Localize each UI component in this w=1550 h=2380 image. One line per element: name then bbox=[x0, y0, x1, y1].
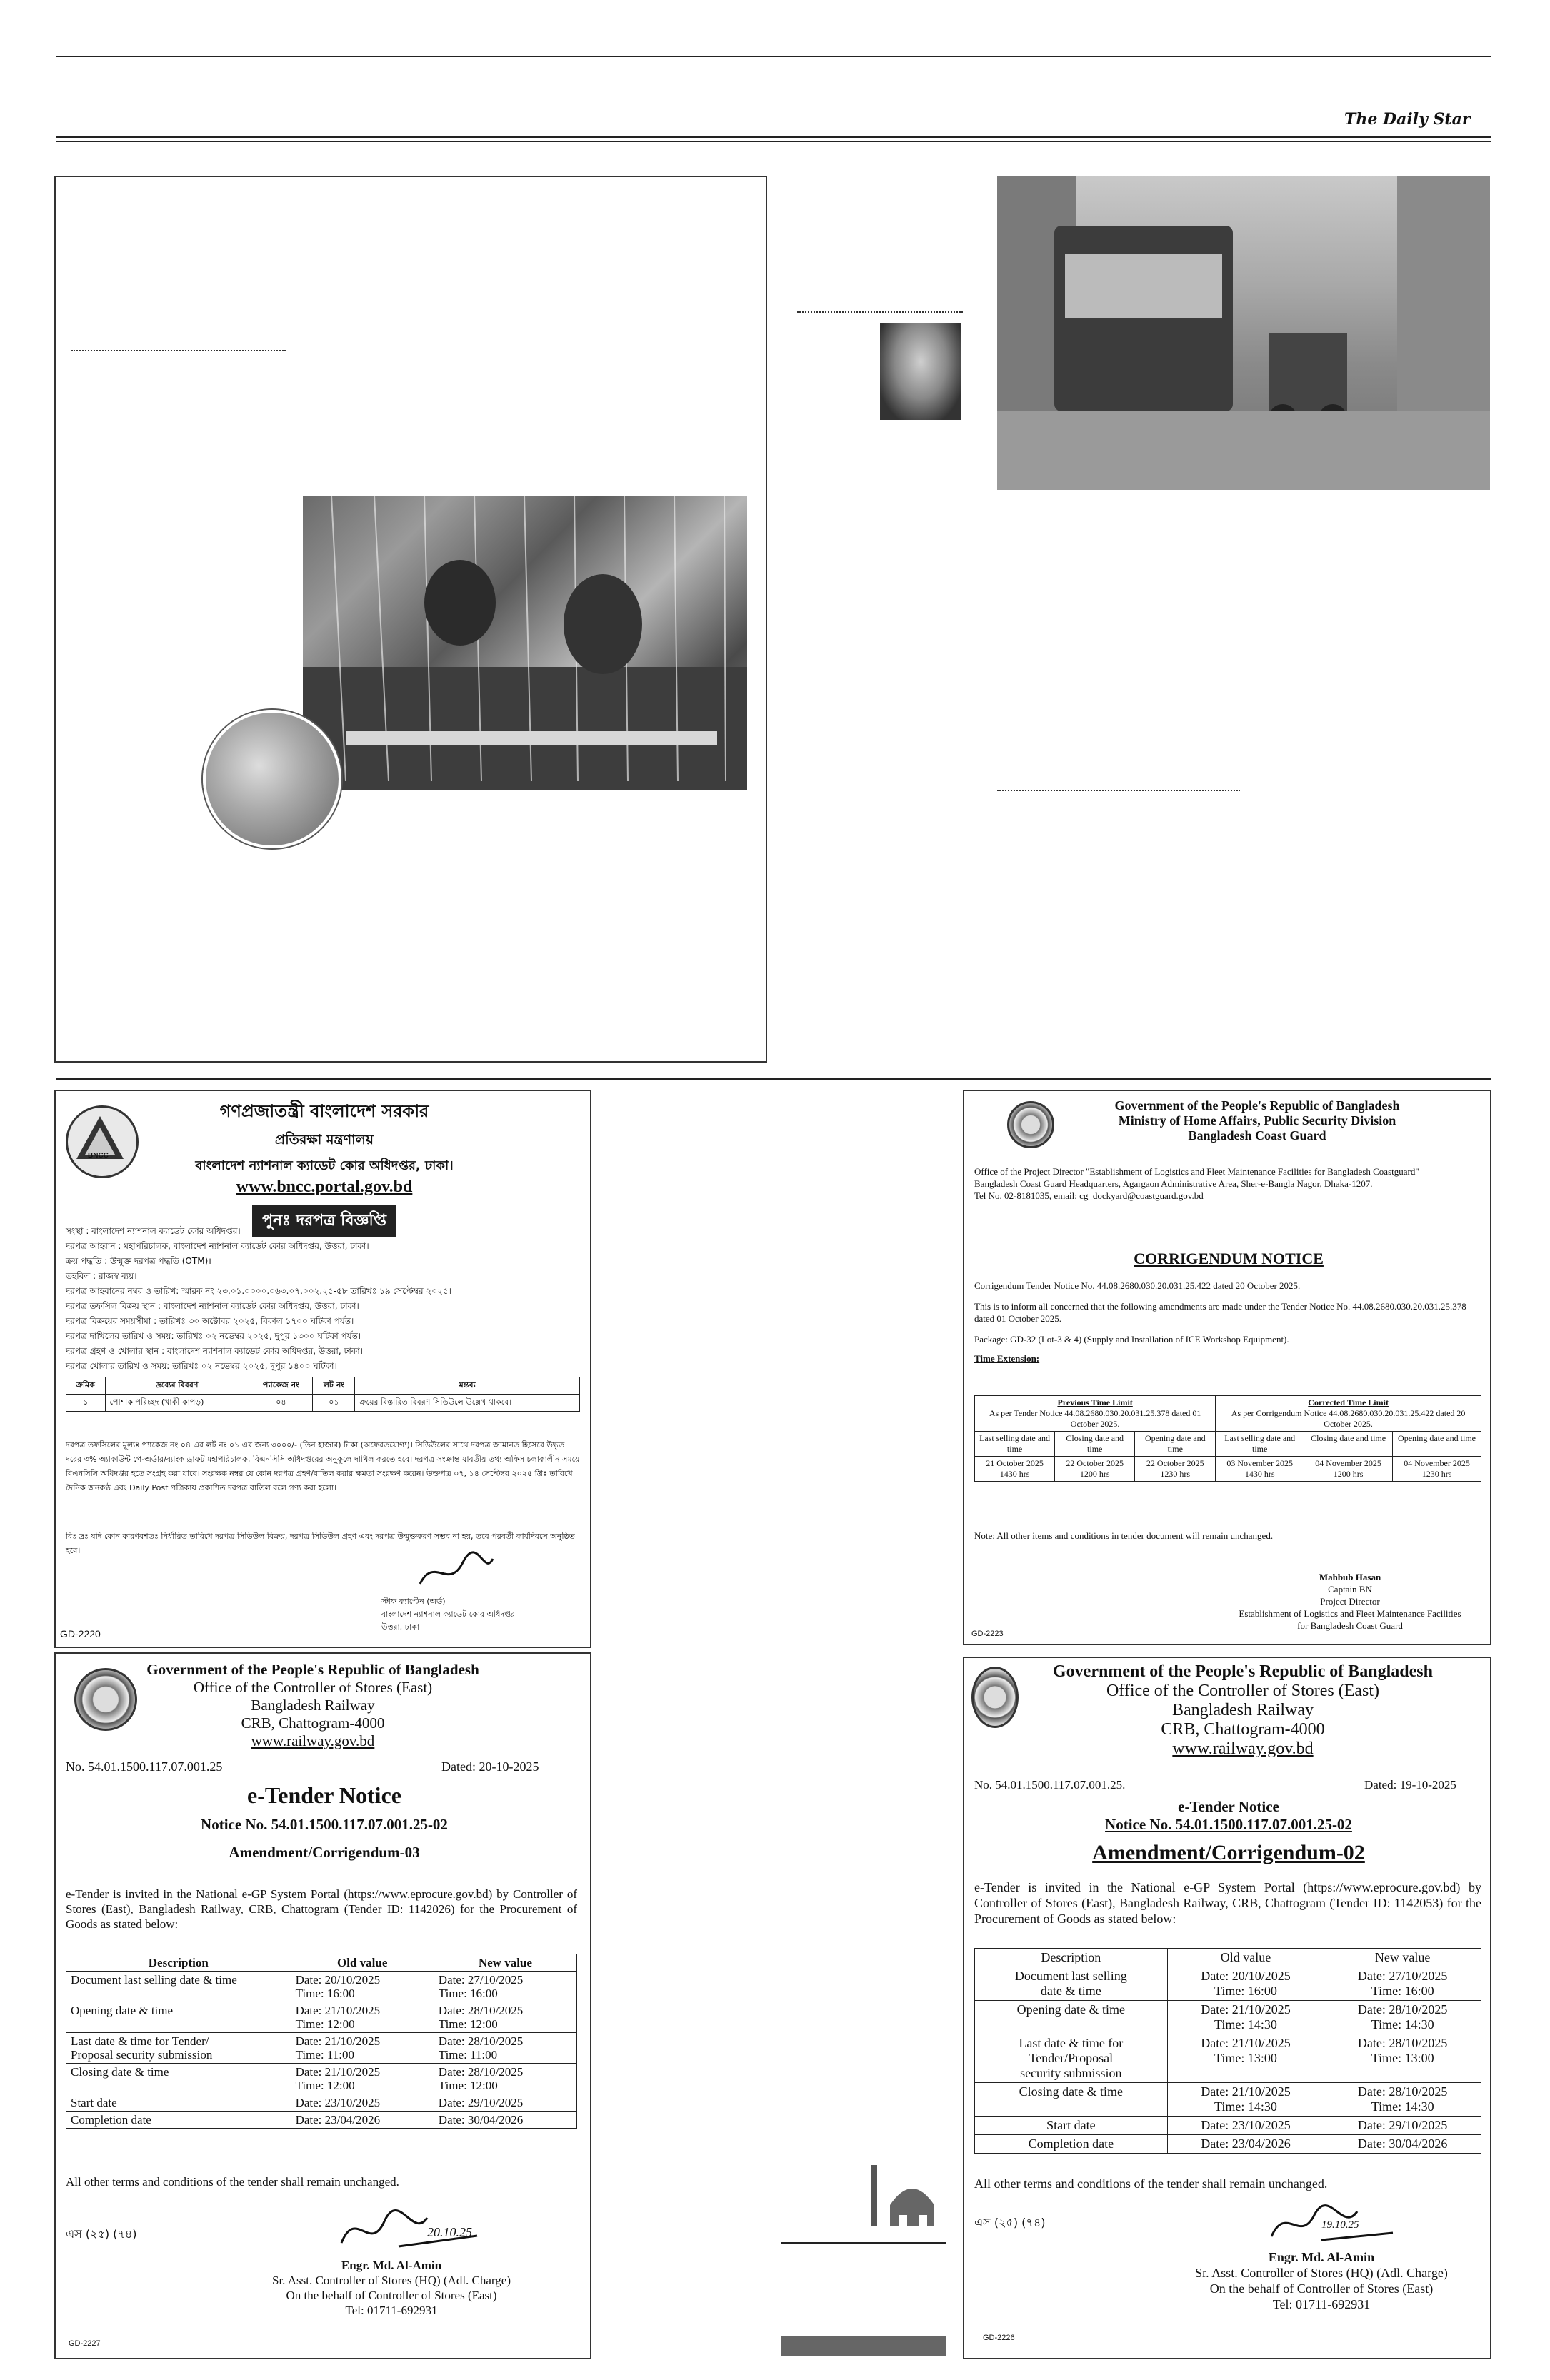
bncc-sign-org: বাংলাদেশ ন্যাশনাল ক্যাডেট কোর অধিদপ্তর bbox=[381, 1610, 516, 1619]
bncc-row: দরপত্র খোলার তারিখ ও সময়: তারিখঃ ০২ নভেম্বর ২০২৫, দুপুর ১৪০০ ঘটিকা। bbox=[66, 1361, 337, 1371]
rw03-cell: Closing date & time bbox=[66, 2064, 291, 2094]
bncc-header-1: গণপ্রজাতন্ত্রী বাংলাদেশ সরকার bbox=[219, 1101, 429, 1121]
cg-title: CORRIGENDUM NOTICE bbox=[1134, 1250, 1324, 1267]
bncc-row: দরপত্র দাখিলের তারিখ ও সময়: তারিখঃ ০২ নভেম্বর ২০২৫, দুপুর ১৩০০ ঘটিকা পর্যন্ত। bbox=[66, 1331, 361, 1341]
bncc-row: তহবিল : রাজস্ব ব্যয়। bbox=[66, 1271, 137, 1281]
bncc-td: পোশাক পরিচ্ছদ (খাকী কাপড়) bbox=[105, 1395, 249, 1412]
bus-illustration bbox=[997, 176, 1490, 490]
cg-corr-sub: As per Corrigendum Notice 44.08.2680.030.20.031.25.422 dated 20 October 2025. bbox=[1231, 1408, 1466, 1429]
rw02-tel: Tel: 01711-692931 bbox=[1272, 2297, 1371, 2311]
rw03-table bbox=[66, 1954, 577, 2129]
cg-col-head: Last selling date and time bbox=[975, 1432, 1055, 1457]
cg-col-head: Opening date and time bbox=[1135, 1432, 1216, 1457]
railway-seal bbox=[74, 1668, 137, 1731]
rw02-cell: Opening date & time bbox=[975, 2001, 1168, 2034]
article-divider bbox=[71, 350, 286, 351]
rw02-cell: Closing date & time bbox=[975, 2083, 1168, 2117]
rw02-amend: Amendment/Corrigendum-02 bbox=[1092, 1841, 1365, 1864]
table-row bbox=[975, 2083, 1481, 2117]
bncc-signature bbox=[413, 1548, 499, 1598]
rw03-cell: Date: 21/10/2025 Time: 12:00 bbox=[291, 2002, 434, 2033]
cg-col-head: Opening date and time bbox=[1393, 1432, 1481, 1457]
cg-col-val: 04 November 2025 1200 hrs bbox=[1304, 1457, 1393, 1482]
rw02-code: এস (২৫) (৭৪) bbox=[974, 2216, 1046, 2229]
rw02-title: e-Tender Notice bbox=[1178, 1798, 1279, 1815]
cg-col-head: Closing date and time bbox=[1304, 1432, 1393, 1457]
rw03-th: New value bbox=[434, 1954, 576, 1972]
rw02-th: Old value bbox=[1167, 1949, 1324, 1967]
cg-prev-title: Previous Time Limit bbox=[1057, 1397, 1133, 1407]
rw03-th: Old value bbox=[291, 1954, 434, 1972]
bncc-para-1: দরপত্র তফসিলের মূল্যঃ প্যাকেজ নং ০৪ এর লট নং ০১ এর জন্য ৩০০০/- (তিন হাজার) টাকা (অফেরতযোগ্য)। সিডিউলের সাথে দরপত্র জামানত হিসেবে উদ্ধৃত দরের ৩% অ্যাকাউন্ট পে-অর্ডার/ব্যাংক ড্রাফট মহাপরিচালক, বিএনসিসি অধিদপ্তরের অনুকূলে দাখিল করতে হবে। দরপত্র সংক্রান্ত যাবতীয় তথ্য অফিস চলাকালীন সময়ে বিএনসিসি অধিদপ্তর হতে সংগ্রহ করা যাবে। সংরক্ষক নম্বর যে কোন দরপত্র গ্রহণ/বাতিল করার ক্ষমতা সংরক্ষণ করেন। উক্তপত্র ০৭, ১৪ সেপ্টেম্বর ২০২৫ খ্রিঃ তারিখে দৈনিক জনকণ্ঠ এবং Daily Post পত্রিকায় প্রকাশিত দরপত্র বাতিল বলে গণ্য করা হলো। bbox=[66, 1440, 580, 1492]
rw02-cell: Date: 28/10/2025 Time: 13:00 bbox=[1324, 2034, 1481, 2083]
bncc-td: ক্রয়ের বিস্তারিত বিবরণ সিডিউলে উল্লেখ থাকবে। bbox=[355, 1395, 580, 1412]
rw03-th: Description bbox=[66, 1954, 291, 1972]
rw02-sign-name: Engr. Md. Al-Amin bbox=[1268, 2250, 1375, 2264]
cg-sign-org-1: Establishment of Logistics and Fleet Maintenance Facilities bbox=[1239, 1608, 1461, 1619]
rw03-cell: Date: 28/10/2025 Time: 12:00 bbox=[434, 2064, 576, 2094]
bncc-td: ০৪ bbox=[249, 1395, 313, 1412]
cg-package: Package: GD-32 (Lot-3 & 4) (Supply and Installation of ICE Workshop Equipment). bbox=[974, 1334, 1289, 1345]
bncc-header-3: বাংলাদেশ ন্যাশনাল ক্যাডেট কোর অধিদপ্তর, ঢাকা। bbox=[195, 1158, 454, 1173]
rw03-cell: Date: 27/10/2025 Time: 16:00 bbox=[434, 1972, 576, 2002]
masthead-rule-2 bbox=[56, 141, 1491, 142]
bncc-th: মন্তব্য bbox=[355, 1377, 580, 1395]
bncc-website[interactable]: www.bncc.portal.gov.bd bbox=[236, 1178, 413, 1196]
rw03-sign-behalf: On the behalf of Controller of Stores (East) bbox=[286, 2289, 497, 2302]
rw03-cell: Completion date bbox=[66, 2112, 291, 2129]
rw02-cell: Date: 23/10/2025 bbox=[1167, 2117, 1324, 2135]
bncc-th: প্যাকেজ নং bbox=[249, 1377, 313, 1395]
rw02-footer: All other terms and conditions of the tender shall remain unchanged. bbox=[974, 2176, 1328, 2191]
rw03-dated: Dated: 20-10-2025 bbox=[441, 1759, 539, 1774]
rw02-header-1: Government of the People's Republic of Bangladesh bbox=[1053, 1662, 1433, 1681]
cg-col-head: Closing date and time bbox=[1055, 1432, 1135, 1457]
rw03-cell: Date: 29/10/2025 bbox=[434, 2094, 576, 2112]
bncc-row: সংস্থা : বাংলাদেশ ন্যাশনাল ক্যাডেট কোর অধিদপ্তর। bbox=[66, 1226, 241, 1236]
author-portrait bbox=[880, 323, 961, 420]
table-row bbox=[66, 2112, 577, 2129]
rw03-tel: Tel: 01711-692931 bbox=[345, 2304, 438, 2317]
cg-info: This is to inform all concerned that the following amendments are made under the Tender Notice No. 44.08.2680.030.20.031.25.378 dated 01 October 2025. bbox=[974, 1301, 1466, 1324]
rw03-header-3: Bangladesh Railway bbox=[251, 1697, 375, 1714]
ad-coast-guard bbox=[963, 1090, 1491, 1645]
rw03-cell: Date: 21/10/2025 Time: 11:00 bbox=[291, 2033, 434, 2064]
bncc-td: ১ bbox=[66, 1395, 106, 1412]
rw02-cell: Date: 23/04/2026 bbox=[1167, 2135, 1324, 2154]
rw03-code: এস (২৫) (৭৪) bbox=[66, 2227, 137, 2241]
rw03-footer: All other terms and conditions of the tender shall remain unchanged. bbox=[66, 2175, 399, 2189]
section-rule bbox=[56, 1078, 1491, 1080]
rw02-cell: Date: 21/10/2025 Time: 14:30 bbox=[1167, 2001, 1324, 2034]
rw03-header-4: CRB, Chattogram-4000 bbox=[241, 1714, 385, 1732]
rw02-sign-behalf: On the behalf of Controller of Stores (East) bbox=[1209, 2281, 1434, 2296]
rw02-cell: Date: 28/10/2025 Time: 14:30 bbox=[1324, 2001, 1481, 2034]
rw03-cell: Date: 28/10/2025 Time: 11:00 bbox=[434, 2033, 576, 2064]
loom-illustration bbox=[303, 496, 747, 790]
rw02-notice-no: Notice No. 54.01.1500.117.07.001.25-02 bbox=[1105, 1816, 1352, 1833]
bncc-title: পুনঃ দরপত্র বিজ্ঞপ্তি bbox=[252, 1205, 396, 1237]
ad-bncc bbox=[54, 1090, 591, 1648]
bncc-row: দরপত্র আহ্বান : মহাপরিচালক, বাংলাদেশ ন্যাশনাল ক্যাডেট কোর অধিদপ্তর, উত্তরা, ঢাকা। bbox=[66, 1241, 369, 1251]
column-divider-1 bbox=[797, 311, 963, 313]
bncc-logo-text: BNCC bbox=[88, 1152, 109, 1160]
cg-sign-name: Mahbub Hasan bbox=[1319, 1572, 1381, 1582]
rw02-cell: Date: 28/10/2025 Time: 14:30 bbox=[1324, 2083, 1481, 2117]
rw02-cell: Date: 29/10/2025 bbox=[1324, 2117, 1481, 2135]
bncc-gd: GD-2220 bbox=[60, 1628, 101, 1640]
rw02-body: e-Tender is invited in the National e-GP System Portal (https://www.eprocure.gov.bd) by Controller of Stores (East), Bangladesh Railway, CRB, Chattogram (Tender ID: 1142053) for the Procurement of Goods as stated below: bbox=[974, 1880, 1481, 1926]
rw03-title: e-Tender Notice bbox=[247, 1782, 401, 1808]
rw02-no: No. 54.01.1500.117.07.001.25. bbox=[974, 1778, 1126, 1792]
table-row bbox=[66, 2002, 577, 2033]
bncc-td: ০১ bbox=[313, 1395, 355, 1412]
rw03-cell: Date: 23/04/2026 bbox=[291, 2112, 434, 2129]
masthead-rule-1 bbox=[56, 136, 1491, 138]
bncc-th: দ্রব্যের বিবরণ bbox=[105, 1377, 249, 1395]
cg-sign-title: Project Director bbox=[1320, 1596, 1380, 1607]
cg-time-table bbox=[974, 1395, 1481, 1482]
table-row bbox=[975, 1967, 1481, 2001]
cg-sign-rank: Captain BN bbox=[1328, 1584, 1372, 1595]
ad-railway-02 bbox=[963, 1657, 1491, 2359]
bncc-table bbox=[66, 1377, 580, 1412]
column-divider-2 bbox=[997, 790, 1240, 791]
cg-sign-org-2: for Bangladesh Coast Guard bbox=[1297, 1620, 1403, 1631]
rw03-website[interactable]: www.railway.gov.bd bbox=[251, 1732, 375, 1749]
rw02-cell: Document last selling date & time bbox=[975, 1967, 1168, 2001]
bncc-row: দরপত্র বিক্রয়ের সময়সীমা : তারিখঃ ৩০ অক্টোবর ২০২৫, বিকাল ১৭০০ ঘটিকা পর্যন্ত। bbox=[66, 1316, 354, 1326]
cg-header-2: Ministry of Home Affairs, Public Security Division bbox=[1118, 1113, 1396, 1128]
table-row bbox=[975, 2135, 1481, 2154]
railway-seal bbox=[971, 1667, 1019, 1728]
table-row bbox=[975, 2117, 1481, 2135]
rw03-sign-name: Engr. Md. Al-Amin bbox=[341, 2259, 442, 2272]
bncc-row: দরপত্র আহবানের নম্বর ও তারিখ: স্মারক নং ২৩.০১.০০০০.০৬৩.০৭.০০২.২৫-৫৮ তারিখঃ ১৯ সেপ্টেম্বর ২০২৫। bbox=[66, 1286, 451, 1296]
rw02-th: Description bbox=[975, 1949, 1168, 1967]
rw02-cell: Date: 21/10/2025 Time: 13:00 bbox=[1167, 2034, 1324, 2083]
rw02-cell: Completion date bbox=[975, 2135, 1168, 2154]
rw03-cell: Start date bbox=[66, 2094, 291, 2112]
rw03-cell: Date: 30/04/2026 bbox=[434, 2112, 576, 2129]
rw03-cell: Date: 21/10/2025 Time: 12:00 bbox=[291, 2064, 434, 2094]
bncc-row: দরপত্র তফসিল বিক্রয় স্থান : বাংলাদেশ ন্যাশনাল ক্যাডেট কোর অধিদপ্তর, উত্তরা, ঢাকা। bbox=[66, 1301, 359, 1311]
bncc-row: ক্রয় পদ্ধতি : উন্মুক্ত দরপত্র পদ্ধতি (OTM)। bbox=[66, 1256, 211, 1266]
cg-notice-no: Corrigendum Tender Notice No. 44.08.2680.030.20.031.25.422 dated 20 October 2025. bbox=[974, 1280, 1301, 1291]
rw02-cell: Date: 30/04/2026 bbox=[1324, 2135, 1481, 2154]
weaving-photo bbox=[303, 496, 747, 790]
rw02-header-2: Office of the Controller of Stores (East) bbox=[1106, 1682, 1380, 1700]
rw02-sign-title: Sr. Asst. Controller of Stores (HQ) (Adl. Charge) bbox=[1195, 2266, 1448, 2280]
cg-gd: GD-2223 bbox=[971, 1630, 1004, 1638]
rw02-cell: Date: 20/10/2025 Time: 16:00 bbox=[1167, 1967, 1324, 2001]
cg-time-ext: Time Extension: bbox=[974, 1353, 1040, 1364]
rw03-gd: GD-2227 bbox=[69, 2339, 101, 2348]
table-row bbox=[66, 2094, 577, 2112]
bncc-th: লট নং bbox=[313, 1377, 355, 1395]
cg-col-val: 03 November 2025 1430 hrs bbox=[1216, 1457, 1304, 1482]
rw03-cell: Last date & time for Tender/ Proposal security submission bbox=[66, 2033, 291, 2064]
rw03-sign-title: Sr. Asst. Controller of Stores (HQ) (Adl. Charge) bbox=[272, 2274, 511, 2287]
table-row bbox=[66, 2064, 577, 2094]
gutter-strip bbox=[781, 2336, 946, 2356]
top-rule bbox=[56, 56, 1491, 57]
cg-header-1: Government of the People's Republic of Bangladesh bbox=[1114, 1098, 1400, 1113]
rw02-table bbox=[974, 1948, 1481, 2154]
cg-address: Bangladesh Coast Guard Headquarters, Agargaon Administrative Area, Sher-e-Bangla Nagor, Dhaka-1207. bbox=[974, 1178, 1373, 1189]
rw03-cell: Date: 28/10/2025 Time: 12:00 bbox=[434, 2002, 576, 2033]
rw02-cell: Start date bbox=[975, 2117, 1168, 2135]
table-row bbox=[975, 2001, 1481, 2034]
rw03-header-2: Office of the Controller of Stores (East) bbox=[193, 1679, 433, 1696]
bncc-row: দরপত্র গ্রহণ ও খোলার স্থান : বাংলাদেশ ন্যাশনাল ক্যাডেট কোর অধিদপ্তর, উত্তরা, ঢাকা। bbox=[66, 1346, 363, 1356]
rw03-body: e-Tender is invited in the National e-GP System Portal (https://www.eprocure.gov.bd) by Controller of Stores (East), Bangladesh Railway, CRB, Chattogram (Tender ID: 1142026) for the Procurement of Goods as stated below: bbox=[66, 1887, 577, 1931]
table-row bbox=[66, 1972, 577, 2002]
cg-prev-sub: As per Tender Notice 44.08.2680.030.20.031.25.378 dated 01 October 2025. bbox=[989, 1408, 1201, 1429]
bncc-sign-loc: উত্তরা, ঢাকা। bbox=[381, 1622, 422, 1632]
cg-col-val: 22 October 2025 1230 hrs bbox=[1135, 1457, 1216, 1482]
cg-col-val: 04 November 2025 1230 hrs bbox=[1393, 1457, 1481, 1482]
street-bus-photo bbox=[997, 176, 1490, 490]
cg-col-val: 21 October 2025 1430 hrs bbox=[975, 1457, 1055, 1482]
rw02-header-4: CRB, Chattogram-4000 bbox=[1161, 1720, 1325, 1739]
cg-corr-title: Corrected Time Limit bbox=[1308, 1397, 1389, 1407]
rw03-cell: Opening date & time bbox=[66, 2002, 291, 2033]
cg-col-val: 22 October 2025 1200 hrs bbox=[1055, 1457, 1135, 1482]
bncc-para-2: বিঃ দ্রঃ যদি কোন কারণবশতঃ নির্ধারিত তারিখে দরপত্র সিডিউল বিক্রয়, দরপত্র সিডিউল গ্রহণ এবং দরপত্র উন্মুক্তকরণ সম্ভব না হয়, তবে পরবর্তী কার্যদিবসে অনুষ্ঠিত হবে। bbox=[66, 1532, 575, 1555]
rw02-cell: Date: 21/10/2025 Time: 14:30 bbox=[1167, 2083, 1324, 2117]
rw03-notice-no: Notice No. 54.01.1500.117.07.001.25-02 bbox=[201, 1816, 448, 1833]
bncc-header-2: প্রতিরক্ষা মন্ত্রণালয় bbox=[275, 1132, 374, 1148]
rw03-cell: Date: 20/10/2025 Time: 16:00 bbox=[291, 1972, 434, 2002]
ad-railway-03 bbox=[54, 1652, 591, 2359]
bncc-sign-title: স্টাফ ক্যাপ্টেন (অর্ড) bbox=[381, 1597, 446, 1606]
cg-tel: Tel No. 02-8181035, email: cg_dockyard@coastguard.gov.bd bbox=[974, 1190, 1204, 1201]
mosque-icon bbox=[859, 2158, 944, 2229]
rw02-cell: Last date & time for Tender/Proposal security submission bbox=[975, 2034, 1168, 2083]
cg-header-3: Bangladesh Coast Guard bbox=[1188, 1128, 1326, 1143]
cg-office: Office of the Project Director "Establishment of Logistics and Fleet Maintenance Facilities for Bangladesh Coastguard" bbox=[974, 1166, 1419, 1177]
masthead-logo: The Daily Star bbox=[1344, 110, 1471, 129]
rw02-cell: Date: 27/10/2025 Time: 16:00 bbox=[1324, 1967, 1481, 2001]
table-row bbox=[975, 2034, 1481, 2083]
rw03-header-1: Government of the People's Republic of Bangladesh bbox=[146, 1661, 479, 1678]
rw02-sign-date: 19.10.25 bbox=[1321, 2219, 1359, 2231]
rw03-cell: Date: 23/10/2025 bbox=[291, 2094, 434, 2112]
rw02-th: New value bbox=[1324, 1949, 1481, 1967]
bncc-th: ক্রমিক bbox=[66, 1377, 106, 1395]
cg-col-head: Last selling date and time bbox=[1216, 1432, 1304, 1457]
rw02-header-3: Bangladesh Railway bbox=[1172, 1701, 1314, 1719]
saree-inset-photo bbox=[203, 710, 341, 848]
table-row bbox=[66, 2033, 577, 2064]
rw03-amend: Amendment/Corrigendum-03 bbox=[229, 1844, 420, 1861]
rw02-dated: Dated: 19-10-2025 bbox=[1364, 1778, 1456, 1792]
rw03-no: No. 54.01.1500.117.07.001.25 bbox=[66, 1759, 223, 1774]
rw03-cell: Document last selling date & time bbox=[66, 1972, 291, 2002]
rw02-website[interactable]: www.railway.gov.bd bbox=[1172, 1739, 1314, 1758]
cg-note: Note: All other items and conditions in tender document will remain unchanged. bbox=[974, 1530, 1274, 1541]
rw03-sign-date: 20.10.25 bbox=[427, 2225, 472, 2239]
rw02-gd: GD-2226 bbox=[983, 2334, 1015, 2342]
gutter-rule bbox=[781, 2242, 946, 2244]
